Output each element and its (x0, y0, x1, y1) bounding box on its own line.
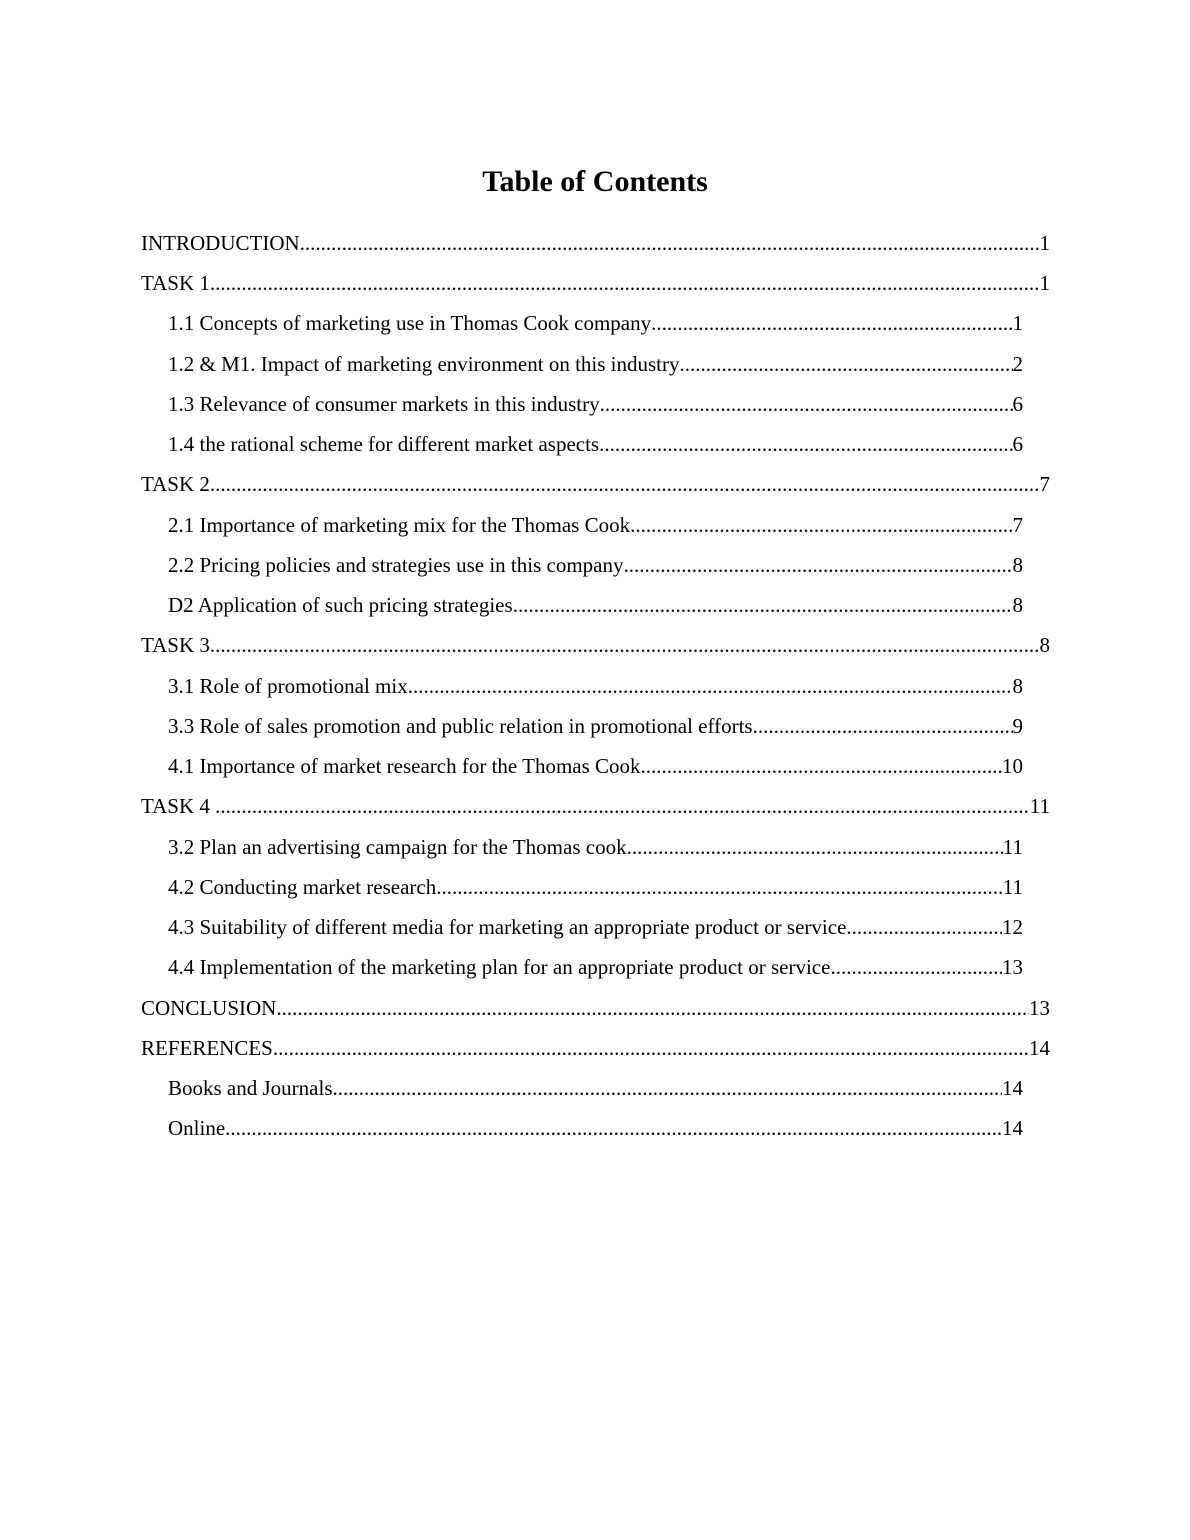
dot-leader (630, 505, 1012, 545)
toc-entry-page: 8 (1012, 674, 1023, 698)
toc-entry-page: 8 (1012, 593, 1023, 617)
toc-entry-page: 10 (1002, 754, 1023, 778)
toc-entry[interactable] (168, 706, 1023, 746)
dot-leader (215, 786, 1030, 826)
toc-entry[interactable] (168, 947, 1023, 987)
dot-leader (436, 867, 1003, 907)
toc-entry-label: TASK 1 (141, 271, 210, 295)
toc-entry-page: 12 (1002, 915, 1023, 939)
toc-entry-label: TASK 2 (141, 472, 210, 496)
toc-entry-page: 6 (1012, 432, 1023, 456)
toc-entry-label: 1.3 Relevance of consumer markets in this industry (168, 392, 600, 416)
dot-leader (276, 988, 1029, 1028)
toc-entry[interactable] (168, 1108, 1023, 1148)
toc-entry[interactable] (141, 223, 1050, 263)
toc-entry-page: 14 (1002, 1116, 1023, 1140)
toc-entry-label: REFERENCES (141, 1036, 273, 1060)
toc-entry[interactable] (168, 344, 1023, 384)
toc-entry-page: 2 (1012, 352, 1023, 376)
toc-entry-label: TASK 3 (141, 633, 210, 657)
toc-entry-label: Books and Journals (168, 1076, 333, 1100)
toc-entry[interactable] (141, 625, 1050, 665)
dot-leader (627, 827, 1003, 867)
dot-leader (210, 263, 1040, 303)
dot-leader (846, 907, 1002, 947)
toc-entry-label: Online (168, 1116, 226, 1140)
toc-entry[interactable] (141, 786, 1050, 826)
toc-entry-label: D2 Application of such pricing strategies (168, 593, 513, 617)
toc-entry-label: 4.2 Conducting market research (168, 875, 437, 899)
toc-entry-label: 1.1 Concepts of marketing use in Thomas Cook company (168, 311, 652, 335)
toc-entry[interactable] (168, 424, 1023, 464)
dot-leader (830, 947, 1002, 987)
toc-entry[interactable] (141, 464, 1050, 504)
toc-entry-label: 3.1 Role of promotional mix (168, 674, 408, 698)
dot-leader (600, 384, 1013, 424)
toc-entry-page: 1 (1012, 311, 1023, 335)
toc-entry[interactable] (168, 746, 1023, 786)
toc-entry-label: 3.3 Role of sales promotion and public relation in promotional efforts (168, 714, 753, 738)
toc-entry[interactable] (141, 988, 1050, 1028)
toc-entry-page: 1 (1039, 271, 1050, 295)
dot-leader (513, 585, 1013, 625)
toc-entry-page: 6 (1012, 392, 1023, 416)
toc-entry-label: 1.4 the rational scheme for different market aspects (168, 432, 600, 456)
toc-entry-page: 1 (1039, 231, 1050, 255)
dot-leader (300, 223, 1040, 263)
toc-entry[interactable] (141, 1028, 1050, 1068)
dot-leader (210, 464, 1040, 504)
toc-entry-page: 8 (1039, 633, 1050, 657)
toc-entry-page: 13 (1002, 955, 1023, 979)
toc-entry-label: INTRODUCTION (141, 231, 300, 255)
toc-entry[interactable] (168, 1068, 1023, 1108)
toc-entry[interactable] (168, 303, 1023, 343)
dot-leader (333, 1068, 1003, 1108)
page-title: Table of Contents (482, 165, 708, 198)
toc-entry-label: 4.4 Implementation of the marketing plan for an appropriate product or service (168, 955, 831, 979)
toc-entry-page: 11 (1002, 875, 1023, 899)
toc-entry[interactable] (141, 263, 1050, 303)
toc-entry[interactable] (168, 666, 1023, 706)
toc-entry[interactable] (168, 545, 1023, 585)
toc-entry-page: 13 (1029, 996, 1050, 1020)
dot-leader (641, 746, 1002, 786)
toc-entry-page: 14 (1002, 1076, 1023, 1100)
toc-entry-label: TASK 4 (141, 794, 216, 818)
toc-entry[interactable] (168, 585, 1023, 625)
toc-entry[interactable] (168, 384, 1023, 424)
toc-entry-label: 1.2 & M1. Impact of marketing environment on this industry (168, 352, 680, 376)
dot-leader (599, 424, 1012, 464)
dot-leader (210, 625, 1040, 665)
toc-entry-page: 9 (1012, 714, 1023, 738)
toc-entry[interactable] (168, 907, 1023, 947)
toc-entry-page: 7 (1012, 513, 1023, 537)
dot-leader (225, 1108, 1002, 1148)
dot-leader (651, 303, 1012, 343)
dot-leader (624, 545, 1013, 585)
dot-leader (680, 344, 1013, 384)
toc-entry-page: 14 (1029, 1036, 1050, 1060)
toc-entry-page: 8 (1012, 553, 1023, 577)
toc-entry-label: 2.1 Importance of marketing mix for the Thomas Cook (168, 513, 631, 537)
toc-entry-label: 4.1 Importance of market research for the Thomas Cook (168, 754, 641, 778)
toc-entry[interactable] (168, 505, 1023, 545)
toc-entry-page: 11 (1002, 835, 1023, 859)
toc-entry-page: 7 (1039, 472, 1050, 496)
toc-entry-page: 11 (1029, 794, 1050, 818)
toc-entry-label: 3.2 Plan an advertising campaign for the Thomas cook (168, 835, 627, 859)
toc-entry-label: 4.3 Suitability of different media for marketing an appropriate product or service (168, 915, 847, 939)
dot-leader (273, 1028, 1029, 1068)
dot-leader (753, 706, 1013, 746)
dot-leader (408, 666, 1013, 706)
toc-entry-label: CONCLUSION (141, 996, 277, 1020)
toc-entry[interactable] (168, 827, 1023, 867)
toc-entry-label: 2.2 Pricing policies and strategies use in this company (168, 553, 624, 577)
toc-entry[interactable] (168, 867, 1023, 907)
